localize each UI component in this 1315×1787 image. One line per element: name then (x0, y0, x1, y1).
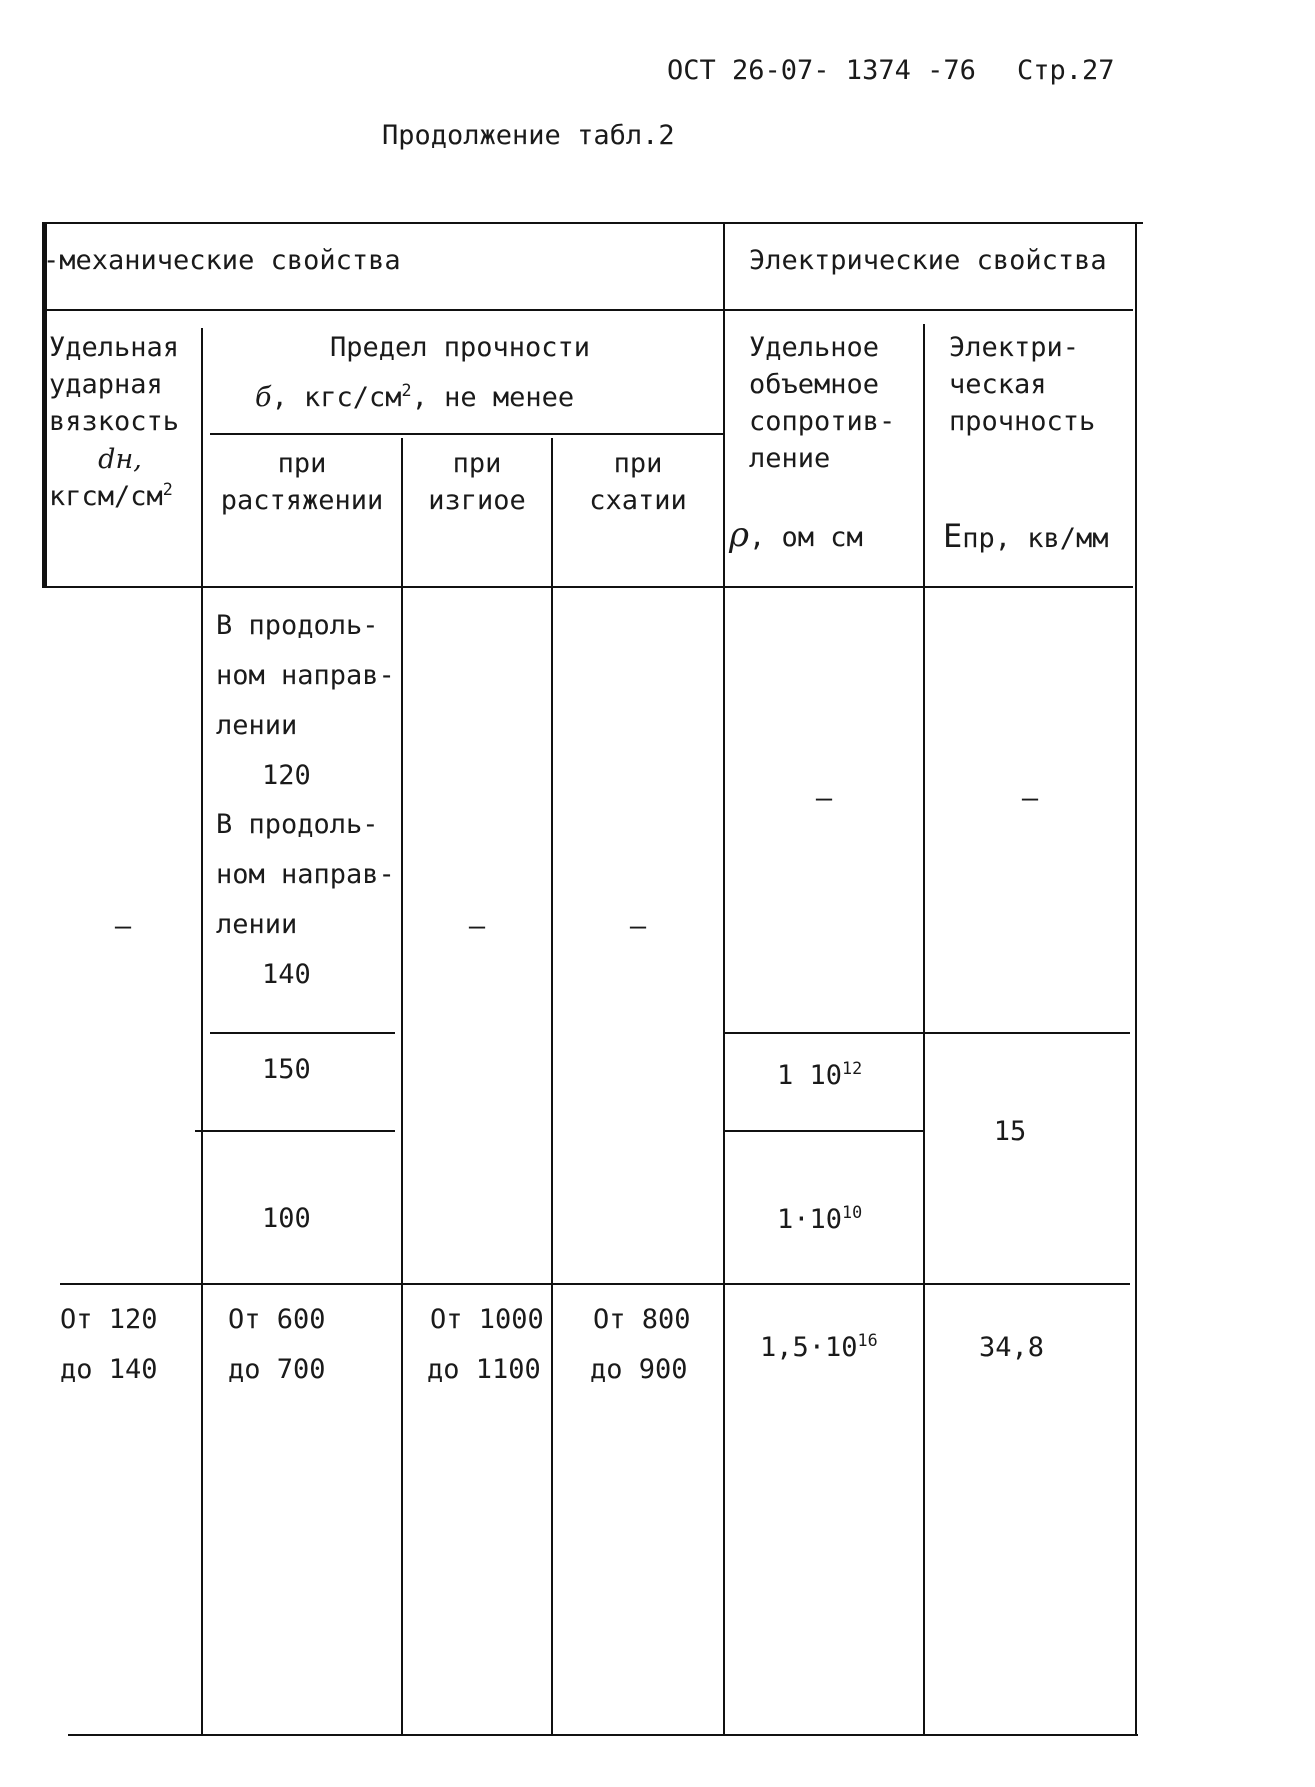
rule-bottom (68, 1734, 1138, 1736)
table-continuation-caption: Продолжение табл.2 (382, 120, 675, 151)
b4-dielectric: 34,8 (979, 1332, 1045, 1363)
header-compression-line1: при (613, 448, 663, 479)
b2-dielectric: 15 (993, 1116, 1027, 1147)
header-tension-line1: при (277, 448, 327, 479)
b1-resistivity: — (815, 783, 833, 814)
header-impact-unit-base: кгсм/см (49, 481, 163, 512)
header-strength-unit-pre: , кгс/см (271, 382, 402, 413)
b4-compression-to: до 900 (590, 1354, 688, 1385)
group-header-electrical: Электрические свойства (749, 245, 1107, 276)
header-resistivity-line1: Удельное (749, 332, 880, 363)
header-resistivity-line2: объемное (749, 369, 880, 400)
header-bending-line1: при (452, 448, 502, 479)
b1-compression: — (629, 911, 647, 942)
rule-col4-right (723, 222, 725, 1734)
b3-resistivity-exp: 10 (842, 1202, 863, 1222)
b4-impact-to: до 140 (60, 1354, 158, 1385)
header-dielectric-unit (943, 517, 1109, 555)
rule-block2-bottom-b (725, 1130, 925, 1132)
b1-tension-line2: ном направ- (216, 660, 395, 691)
header-strength-unit-post: , не менее (411, 382, 575, 413)
header-resistivity-unit-text: , ом см (749, 522, 863, 553)
header-impact-line1: Удельная (49, 332, 180, 363)
header-impact-symbol: dн, (98, 444, 142, 475)
b3-tension: 100 (262, 1203, 311, 1234)
header-impact-line2: ударная (49, 369, 163, 400)
header-impact-unit (49, 479, 173, 512)
header-dielectric-line1: Электри- (949, 332, 1080, 363)
rule-block2-bottom-a (195, 1130, 395, 1132)
rule-col3-right (551, 438, 553, 1734)
b1-tension-line5: В продоль- (216, 809, 379, 840)
b2-resistivity-base: 1 10 (777, 1060, 843, 1091)
b4-resistivity (760, 1330, 878, 1363)
rule-col5-right (923, 324, 925, 1734)
b4-compression-from: От 800 (593, 1304, 691, 1335)
header-dielectric-unit-text: пр, кв/мм (962, 523, 1109, 554)
b3-resistivity (777, 1202, 863, 1235)
header-strength-symbol: б (255, 382, 272, 413)
header-dielectric-line2: ческая (949, 369, 1047, 400)
b2-resistivity (777, 1058, 863, 1091)
header-bending-line2: изгиое (428, 485, 526, 516)
header-compression-line2: схатии (589, 485, 687, 516)
header-impact-line3: вязкость (49, 406, 180, 437)
rule-block1-bottom-a (210, 1032, 395, 1034)
header-impact-unit-exp: 2 (162, 479, 173, 499)
rule-top (43, 222, 1143, 224)
header-dielectric-symbol: Е (943, 517, 963, 555)
rule-header-bottom (43, 586, 1133, 588)
header-resistivity-line4: ление (749, 443, 831, 474)
b4-tension-to: до 700 (228, 1354, 326, 1385)
group-header-mechanical: -механические свойства (43, 245, 401, 276)
rule-right-edge (1135, 222, 1137, 1734)
rule-col2-right (401, 438, 403, 1734)
b1-tension-line7: лении (216, 909, 298, 940)
header-strength-title: Предел прочности (329, 332, 591, 363)
header-strength-unit (255, 380, 575, 413)
b1-dielectric: — (1021, 783, 1039, 814)
b1-tension-line6: ном направ- (216, 859, 395, 890)
rule-strength-sub (210, 433, 725, 435)
header-resistivity-line3: сопротив- (749, 406, 896, 437)
document-code: ОСТ 26-07- 1374 -76 (667, 55, 976, 86)
b2-resistivity-exp: 12 (842, 1058, 863, 1078)
b4-resistivity-exp: 16 (857, 1330, 878, 1350)
header-dielectric-line3: прочность (949, 406, 1096, 437)
rule-block1-bottom-b (725, 1032, 1130, 1034)
rule-block3-bottom (60, 1283, 1130, 1285)
b4-bending-to: до 1100 (427, 1354, 541, 1385)
header-tension-line2: растяжении (220, 485, 384, 516)
page-number: Стр.27 (1017, 55, 1115, 86)
b4-resistivity-base: 1,5·10 (760, 1332, 858, 1363)
b4-tension-from: От 600 (228, 1304, 326, 1335)
rule-left-edge (42, 222, 47, 588)
rule-group-bottom (43, 309, 1133, 311)
b1-tension-line8: 140 (262, 959, 311, 990)
b1-tension-line4: 120 (262, 760, 311, 791)
header-resistivity-symbol: ρ (729, 515, 749, 555)
b4-impact-from: От 120 (60, 1304, 158, 1335)
b3-resistivity-base: 1·10 (777, 1204, 843, 1235)
rule-col1-right (201, 328, 203, 1734)
b1-tension-line3: лении (216, 710, 298, 741)
b1-tension-line1: В продоль- (216, 610, 379, 641)
header-strength-unit-exp: 2 (401, 380, 412, 400)
b2-tension: 150 (262, 1054, 311, 1085)
header-resistivity-unit (729, 515, 863, 555)
b4-bending-from: От 1000 (430, 1304, 544, 1335)
b1-impact: — (114, 911, 132, 942)
b1-bending: — (468, 911, 486, 942)
